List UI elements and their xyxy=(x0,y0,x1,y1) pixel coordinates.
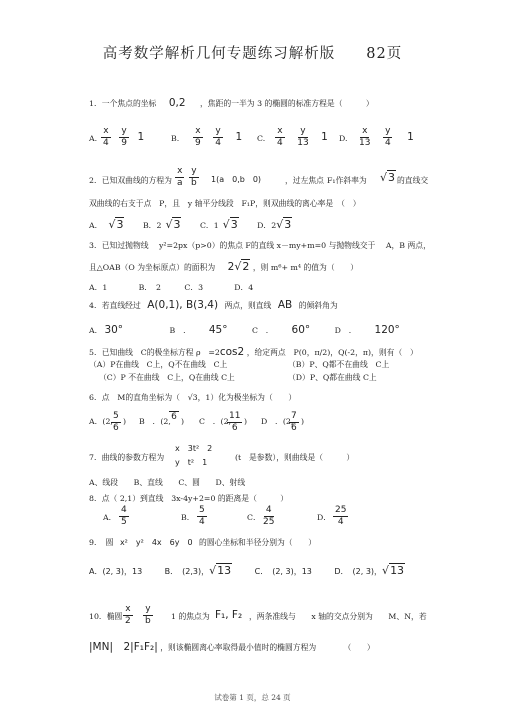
q1-stem-a: 1．一个焦点的坐标 xyxy=(89,99,157,108)
q1-d-frac-x: $\frac{x}{13}$ xyxy=(359,126,371,148)
q1-a-frac-y: $\frac{y}{9}$ xyxy=(121,126,127,148)
q1-c-frac-y: $\frac{y}{13}$ xyxy=(297,126,309,148)
q1-b-frac-y: $\frac{y}{4}$ xyxy=(215,126,221,148)
question-2 xyxy=(89,166,499,192)
q2-frac-y: $\frac{y}{b}$ xyxy=(191,166,197,188)
page-footer: 试卷第 1 页，总 24 页 xyxy=(214,693,291,702)
page-title: 高考数学解析几何专题练习解析版 82页 xyxy=(102,46,403,62)
question-5: 5．已知曲线 C的极坐标方程 ρ =2cos2 ，给定两点 P(0，π/2)，Q(-2，π)，则有（ ） xyxy=(89,346,418,358)
q4-options: A． 30° B ． 45° C ． 60° D ． 120° xyxy=(89,324,400,336)
q5-option-b: （B）P、Q都不在曲线 C上 xyxy=(288,360,390,369)
q1-label-b: B. xyxy=(171,134,180,143)
q2-condition: 1(a 0,b 0) xyxy=(211,175,262,184)
q8-options: A． $\frac{4}{5}$ B． $\frac{5}{4}$ C． $\frac{4}{25}$ D． $\frac{25}{4}$ xyxy=(103,505,347,527)
q1-b-frac-x: $\frac{x}{9}$ xyxy=(195,126,201,148)
question-4: 4．若直线经过 A(0,1), B(3,4) 两点，则直线 AB 的倾斜角为 xyxy=(89,299,338,311)
q3-line2: 且△OAB（O 为坐标原点）的面积为 2√2 ，则 m⁶+ m⁴ 的值为（ ） xyxy=(89,260,359,273)
q5-option-c: （C）P 不在曲线 C上，Q在曲线 C上 xyxy=(99,373,235,382)
q2-sqrt3: √3 xyxy=(380,171,396,184)
question-1 xyxy=(89,98,374,109)
q1-label-d: D. xyxy=(339,134,348,143)
q6-options: A．(2, $\frac{5}{6}$ ) B ．(2, 6 ) C ．(2, $\frac{11}{6}$ ) D ．(2, $\frac{7}{6}$ ) xyxy=(89,411,305,433)
q10-line2: |MN| 2|F₁F₂| ，则该椭圆离心率取得最小值时的椭圆方程为 （ ） xyxy=(89,641,375,653)
q2-stem-b: ，过左焦点 xyxy=(285,176,324,185)
question-10: 10．椭圆 $\frac{x}{2}$ $\frac{y}{b}$ 1 的焦点为 F₁, F₂ ，两条准线与 x 轴的交点分别为 M、N，若 xyxy=(89,604,427,626)
question-3: 3．已知过抛物线 y²=2px（p>0）的焦点 F的直线 x－my+m=0 与抛物线交于 A，B 两点， xyxy=(89,241,431,250)
q2-options: A． √3 B．2 √3 C．1 √3 D．2√3 xyxy=(89,218,292,231)
question-9: 9． 圆 x² y² 4x 6y 0 的圆心坐标和半径分别为（ ） xyxy=(89,538,316,547)
q1-stem-d: 3 的椭圆的标准方程是（ ） xyxy=(257,99,374,108)
q1-focus: 0,2 xyxy=(168,97,186,109)
q7-options: A、线段 B、直线 C、圆 D、射线 xyxy=(89,478,246,487)
q1-label-a: A. xyxy=(89,134,98,143)
q2-stem-d: 的直线交 xyxy=(397,176,429,185)
q2-stem-c: F₁作斜率为 xyxy=(327,176,367,185)
q5-option-a: （A）P在曲线 C上，Q不在曲线 C上 xyxy=(89,360,228,369)
q2-frac-x: $\frac{x}{a}$ xyxy=(177,166,183,188)
q1-d-frac-y: $\frac{y}{4}$ xyxy=(384,126,391,148)
q3-options: A．1 B． 2 C．3 D．4 xyxy=(89,283,254,292)
q1-a-frac-x: $\frac{x}{4}$ xyxy=(103,126,109,148)
question-8: 8．点（ 2,1）到直线 3x-4y+2=0 的距离是（ ） xyxy=(89,494,289,503)
q2-line2: 双曲线的右支于点 P，且 y 轴平分线段 F₁P，则双曲线的离心率是 （ ） xyxy=(89,199,361,208)
q1-c-frac-x: $\frac{x}{4}$ xyxy=(277,126,283,148)
q9-options: A．(2, 3)，13 B． (2,3)，√13 C． (2, 3)，13 D． (2, 3)，√13 xyxy=(89,564,405,577)
question-6: 6．点 M的直角坐标为（ √3，1）化为极坐标为（ ） xyxy=(89,393,297,402)
q1-label-c: C. xyxy=(257,134,266,143)
q2-stem-a: 2．已知双曲线的方程为 xyxy=(89,176,172,185)
q1-stem-c: ，焦距的一半为 xyxy=(200,99,255,108)
question-7: 7．曲线的参数方程为 x 3t² 2 y t² 1 (t 是参数），则曲线是（ ） xyxy=(89,444,355,467)
q5-option-d: （D）P、Q都在曲线 C上 xyxy=(288,373,377,382)
